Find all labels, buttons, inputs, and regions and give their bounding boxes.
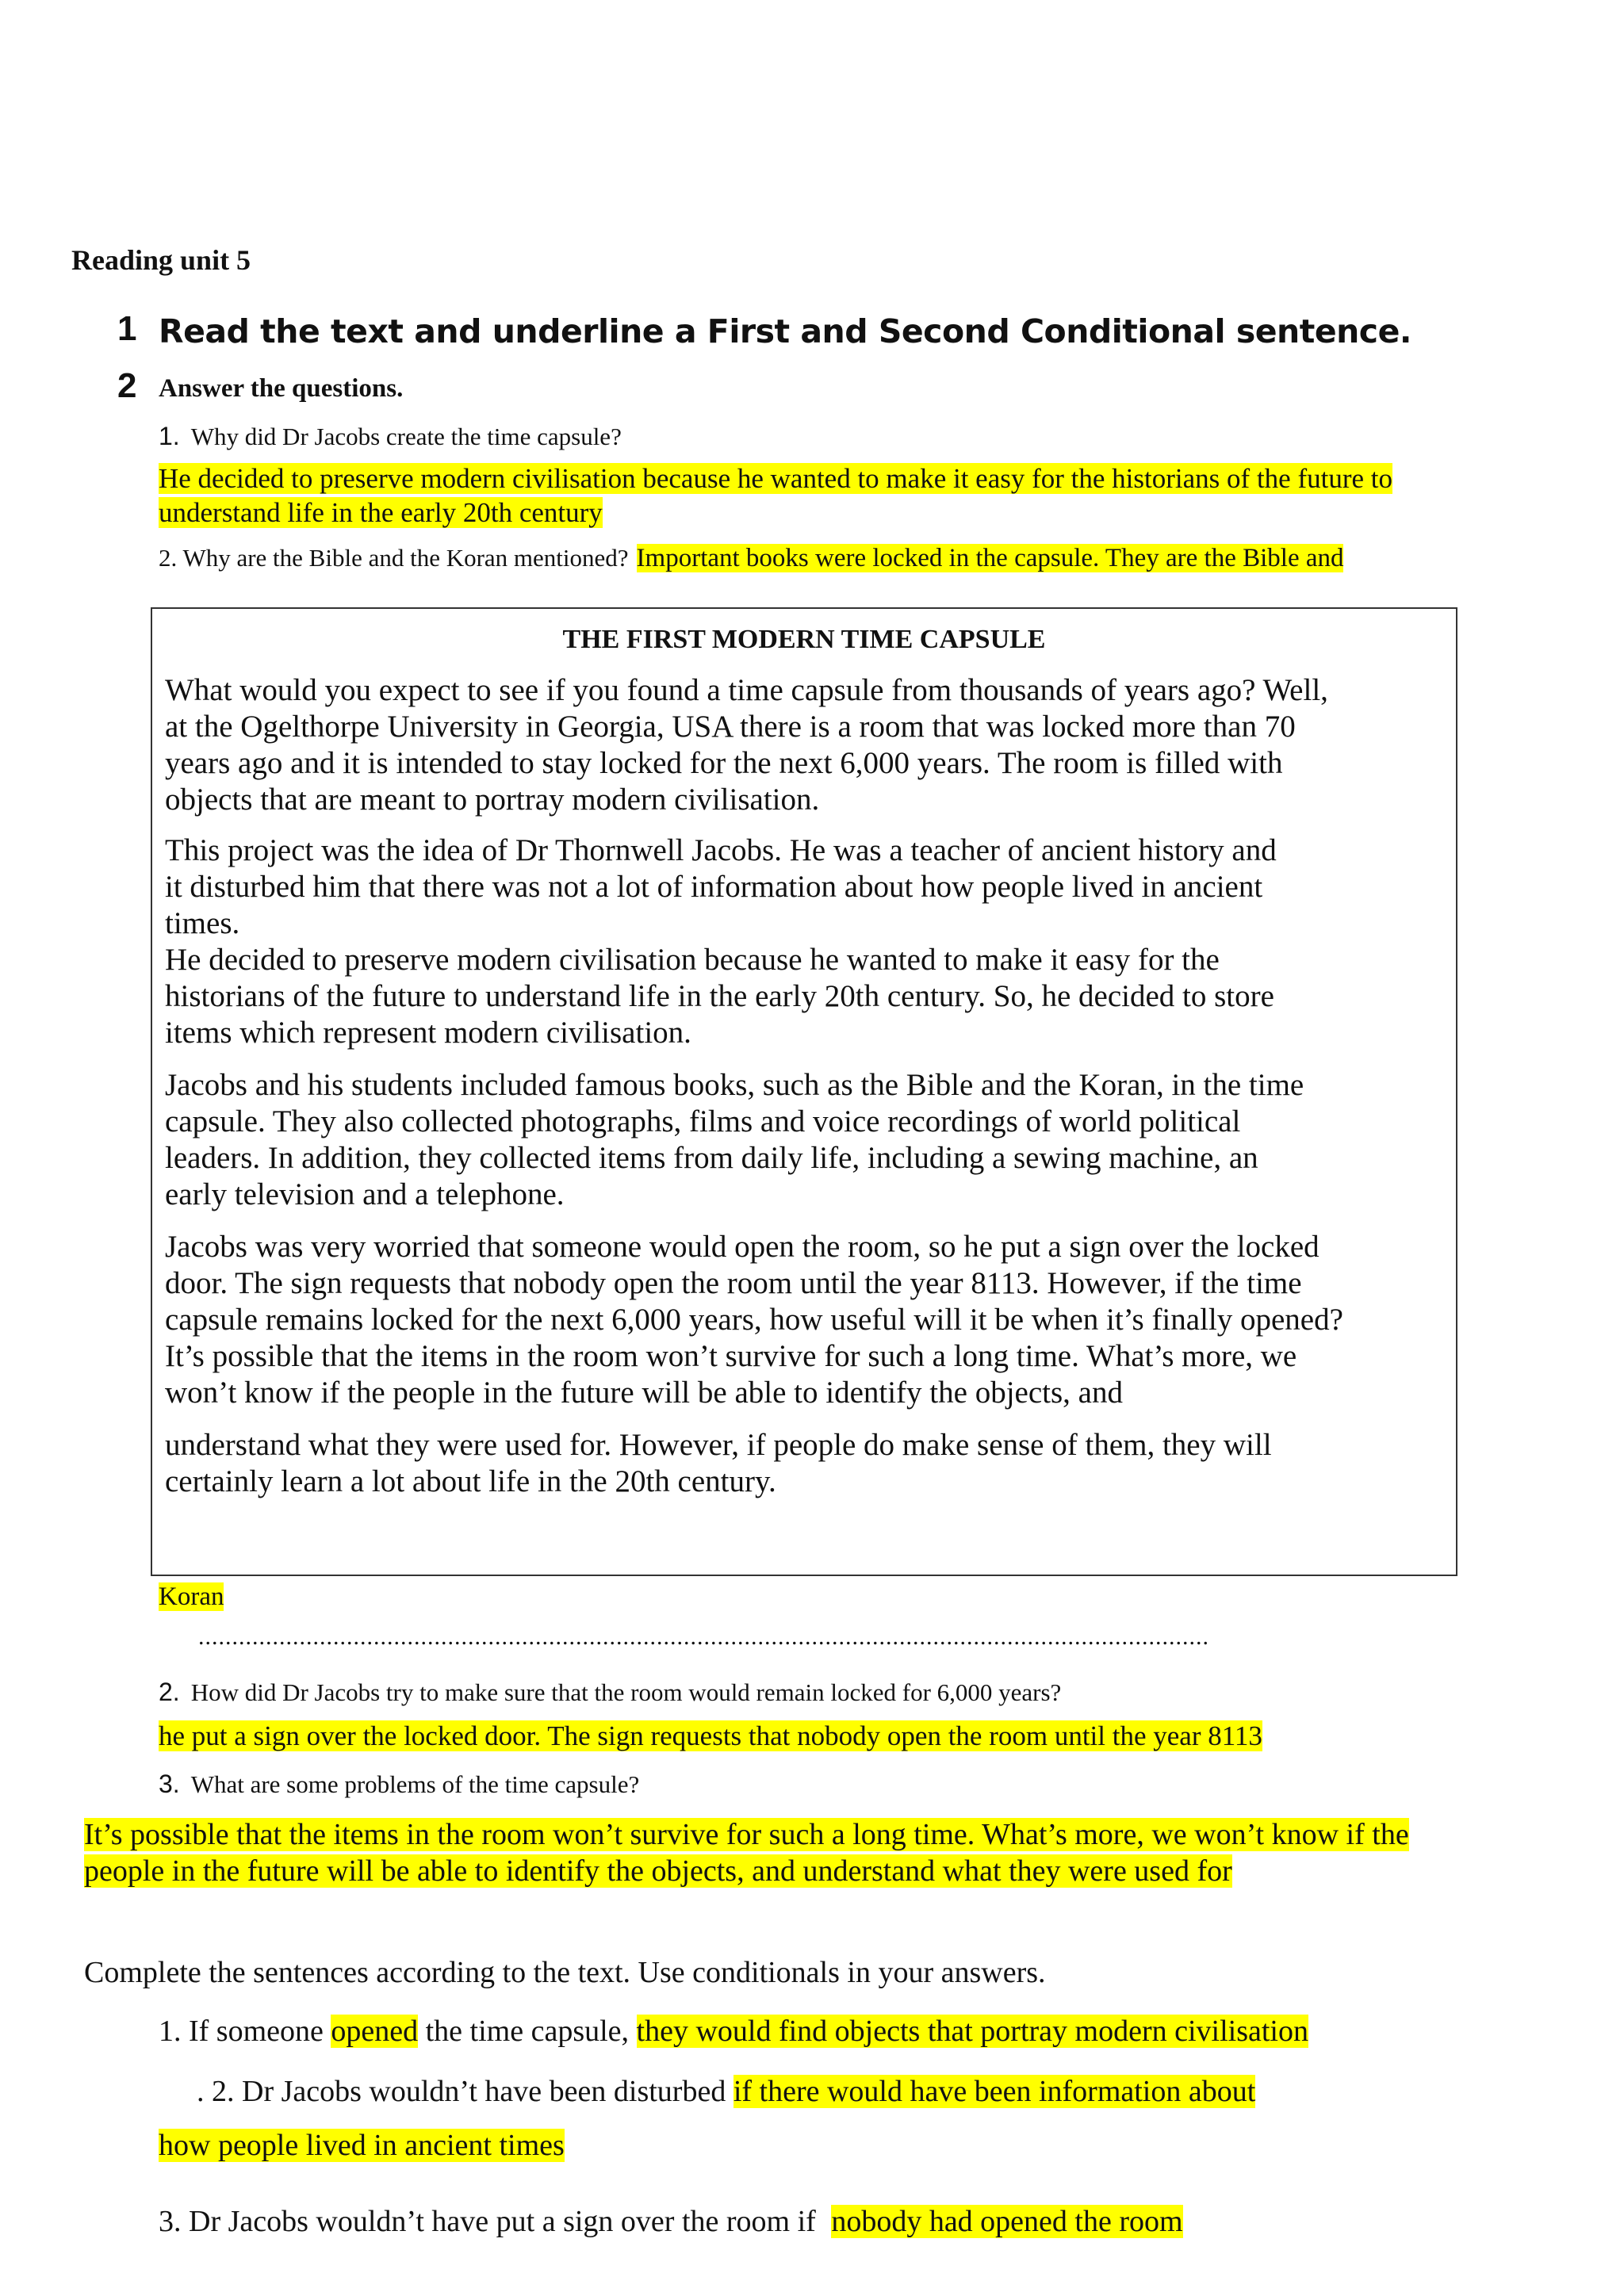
completion-sentence-3 (159, 2204, 1183, 2239)
answer-2-part-1: Important books were locked in the capsule. They are the Bible and (636, 544, 1344, 572)
question-3-number: 2. (159, 1678, 180, 1706)
answer-3 (159, 1720, 1262, 1752)
passage-line: items which represent modern civilisation. (165, 1016, 691, 1050)
sentence-3-prefix: 3. Dr Jacobs wouldn’t have put a sign over the room if (159, 2205, 816, 2238)
passage-line: understand what they were used for. However, if people do make sense of them, they will (165, 1428, 1272, 1462)
passage-line: It’s possible that the items in the room won’t survive for such a long time. What’s more, we (165, 1339, 1297, 1373)
passage-line: objects that are meant to portray modern civilisation. (165, 783, 820, 817)
passage-paragraph-4 (165, 1229, 1343, 1411)
passage-line: certainly learn a lot about life in the 20th century. (165, 1464, 776, 1498)
answer-1-highlight-2: understand life in the early 20th century (159, 497, 603, 528)
question-2-text: 2. Why are the Bible and the Koran mentioned? (159, 544, 629, 572)
sentence-2-prefix: . 2. Dr Jacobs wouldn’t have been disturbed (197, 2075, 726, 2108)
passage-title: THE FIRST MODERN TIME CAPSULE (562, 625, 1046, 654)
passage-line: it disturbed him that there was not a lot of information about how people lived in ancient (165, 870, 1263, 904)
answer-4-highlight-2: people in the future will be able to identify the objects, and understand what they were used for (84, 1854, 1232, 1888)
sentence-1-tail: ind objects that portray modern civilisation (788, 2015, 1308, 2048)
sentence-1-answer-b: they would f (636, 2015, 789, 2048)
completion-instruction: Complete the sentences according to the text. Use conditionals in your answers. (84, 1956, 1046, 1989)
question-1-number: 1. (159, 422, 180, 450)
passage-paragraph-1 (165, 672, 1328, 818)
question-4-number: 3. (159, 1770, 180, 1798)
passage-line: Jacobs was very worried that someone would open the room, so he put a sign over the locked (165, 1230, 1320, 1264)
question-1 (159, 422, 622, 451)
passage-line: capsule remains locked for the next 6,000 years, how useful will it be when it’s finally opened? (165, 1303, 1343, 1337)
task-1-number: 1 (117, 309, 137, 348)
answer-2-continuation (159, 1582, 224, 1612)
passage-line: This project was the idea of Dr Thornwell Jacobs. He was a teacher of ancient history and (165, 833, 1277, 867)
answer-4-highlight-1: It’s possible that the items in the room won’t survive for such a long time. What’s more, we won’t know if the (84, 1818, 1409, 1851)
passage-line: capsule. They also collected photographs, films and voice recordings of world political (165, 1104, 1241, 1138)
answer-1-highlight-1: He decided to preserve modern civilisation because he wanted to make it easy for the historians of the future to (159, 463, 1392, 494)
sentence-2-answer-line-1: if there would have been information about (733, 2075, 1256, 2108)
sentence-1-answer-a: opened (331, 2015, 419, 2048)
completion-sentence-1 (159, 2014, 1308, 2049)
passage-line: He decided to preserve modern civilisation because he wanted to make it easy for the (165, 943, 1220, 977)
answer-2-part-2: Koran (159, 1582, 224, 1611)
passage-paragraph-5 (165, 1427, 1272, 1500)
passage-line: won’t know if the people in the future will be able to identify the objects, and (165, 1376, 1123, 1410)
unit-title: Reading unit 5 (71, 244, 251, 276)
sentence-2-answer-line-2: how people lived in ancient times (159, 2129, 565, 2162)
passage-line: door. The sign requests that nobody open the room until the year 8113. However, if the time (165, 1266, 1302, 1300)
answer-1-line-1 (159, 463, 1392, 495)
passage-line: leaders. In addition, they collected items from daily life, including a sewing machine, an (165, 1141, 1258, 1175)
answer-4-line-1 (84, 1817, 1409, 1852)
sentence-3-answer: nobody had opened the room (831, 2205, 1183, 2238)
answer-4-line-2 (84, 1854, 1232, 1888)
passage-paragraph-2 (165, 832, 1277, 1051)
answer-3-highlight: he put a sign over the locked door. The sign requests that nobody open the room until the year 8113 (159, 1720, 1262, 1751)
passage-line: Jacobs and his students included famous books, such as the Bible and the Koran, in the time (165, 1068, 1304, 1102)
sentence-1-prefix: 1. If someone (159, 2015, 324, 2048)
question-4 (159, 1770, 639, 1799)
passage-line: historians of the future to understand life in the early 20th century. So, he decided to store (165, 979, 1274, 1013)
completion-sentence-2 (197, 2074, 1255, 2109)
passage-line: early television and a telephone. (165, 1177, 565, 1211)
sentence-1-middle: the time capsule, (425, 2015, 630, 2048)
passage-line: at the Ogelthorpe University in Georgia, USA there is a room that was locked more than 70 (165, 710, 1296, 744)
task-2-instruction: Answer the questions. (159, 374, 404, 403)
task-2-number: 2 (117, 366, 137, 405)
passage-line: What would you expect to see if you found a time capsule from thousands of years ago? Well, (165, 673, 1328, 707)
answer-dotted-line: ...................................................................................................................................................... (198, 1624, 1209, 1650)
completion-sentence-2-continued (159, 2128, 565, 2163)
passage-line: times. (165, 906, 240, 940)
question-3-text: How did Dr Jacobs try to make sure that the room would remain locked for 6,000 years? (190, 1678, 1062, 1706)
passage-paragraph-3 (165, 1067, 1304, 1213)
question-2 (159, 544, 1343, 573)
question-1-text: Why did Dr Jacobs create the time capsule? (190, 423, 622, 450)
reading-passage (151, 607, 1457, 1576)
passage-line: years ago and it is intended to stay locked for the next 6,000 years. The room is filled with (165, 746, 1283, 780)
answer-1-line-2 (159, 497, 603, 529)
question-4-text: What are some problems of the time capsule? (190, 1770, 640, 1798)
task-1-instruction: Read the text and underline a First and Second Conditional sentence. (159, 312, 1411, 350)
question-3 (159, 1678, 1061, 1707)
